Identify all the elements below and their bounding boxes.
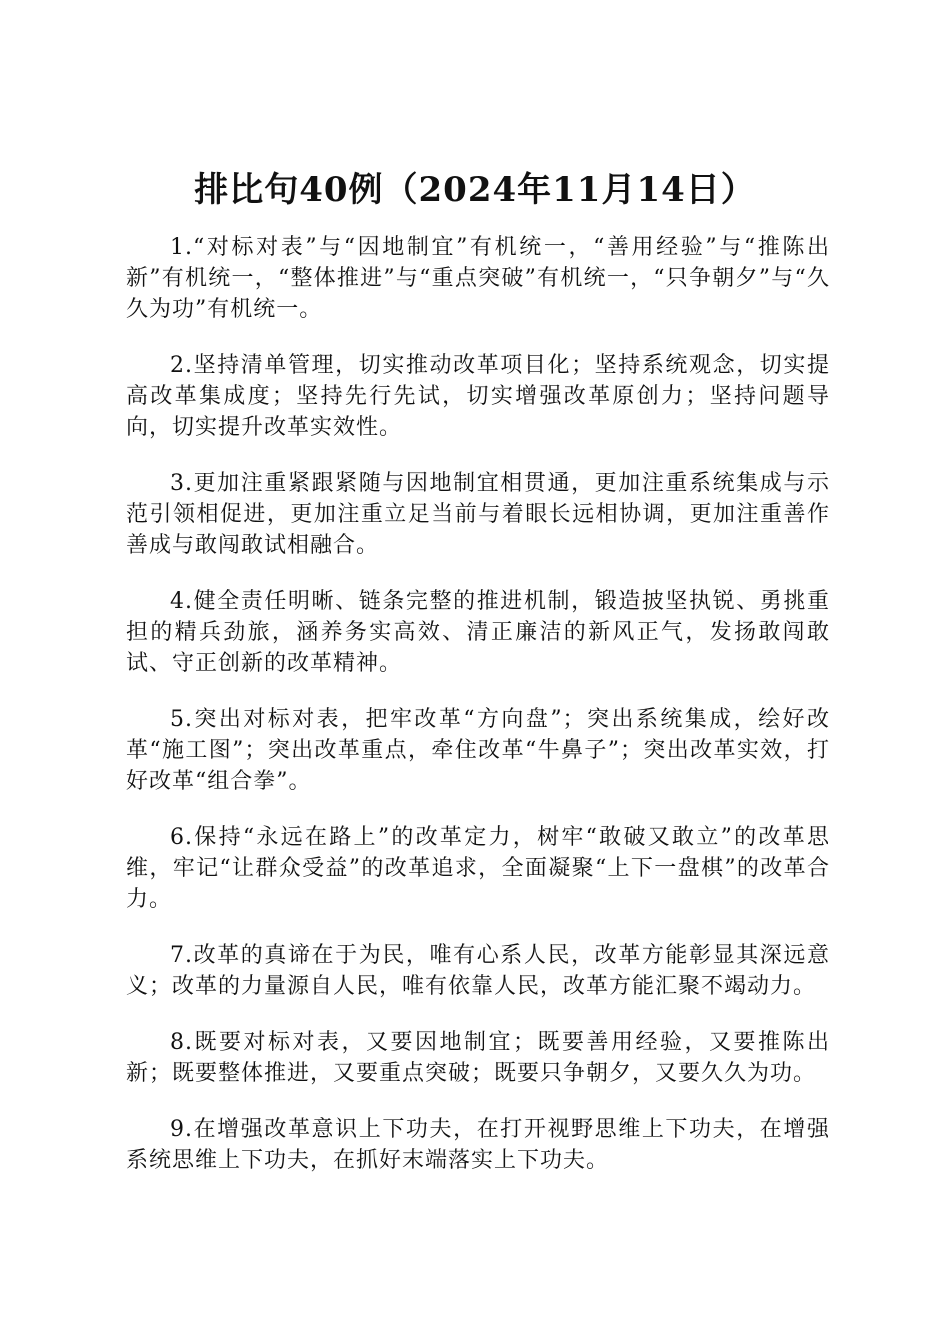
paragraph-4: 4.健全责任明晰、链条完整的推进机制，锻造披坚执锐、勇挑重担的精兵劲旅，涵养务实高效、清正廉洁的新风正气，发扬敢闯敢试、守正创新的改革精神。 — [126, 589, 830, 676]
paragraph-5: 5.突出对标对表，把牢改革“方向盘”；突出系统集成，绘好改革“施工图”；突出改革重点，牵住改革“牛鼻子”；突出改革实效，打好改革“组合拳”。 — [126, 707, 830, 794]
paragraph-1: 1.“对标对表”与“因地制宜”有机统一，“善用经验”与“推陈出新”有机统一，“整体推进”与“重点突破”有机统一，“只争朝夕”与“久久为功”有机统一。 — [126, 235, 830, 322]
paragraph-3: 3.更加注重紧跟紧随与因地制宜相贯通，更加注重系统集成与示范引领相促进，更加注重立足当前与着眼长远相协调，更加注重善作善成与敢闯敢试相融合。 — [126, 471, 830, 558]
document-body — [126, 232, 830, 1201]
paragraph-7: 7.改革的真谛在于为民，唯有心系人民，改革方能彰显其深远意义；改革的力量源自人民，唯有依靠人民，改革方能汇聚不竭动力。 — [126, 943, 830, 999]
paragraph-8: 8.既要对标对表，又要因地制宜；既要善用经验，又要推陈出新；既要整体推进，又要重点突破；既要只争朝夕，又要久久为功。 — [126, 1030, 830, 1086]
paragraph-6: 6.保持“永远在路上”的改革定力，树牢“敢破又敢立”的改革思维，牢记“让群众受益”的改革追求，全面凝聚“上下一盘棋”的改革合力。 — [126, 825, 830, 912]
document-title: 排比句40例（2024年11月14日） — [194, 170, 756, 210]
paragraph-9: 9.在增强改革意识上下功夫，在打开视野思维上下功夫，在增强系统思维上下功夫，在抓好末端落实上下功夫。 — [126, 1117, 830, 1173]
paragraph-2: 2.坚持清单管理，切实推动改革项目化；坚持系统观念，切实提高改革集成度；坚持先行先试，切实增强改革原创力；坚持问题导向，切实提升改革实效性。 — [126, 353, 830, 440]
